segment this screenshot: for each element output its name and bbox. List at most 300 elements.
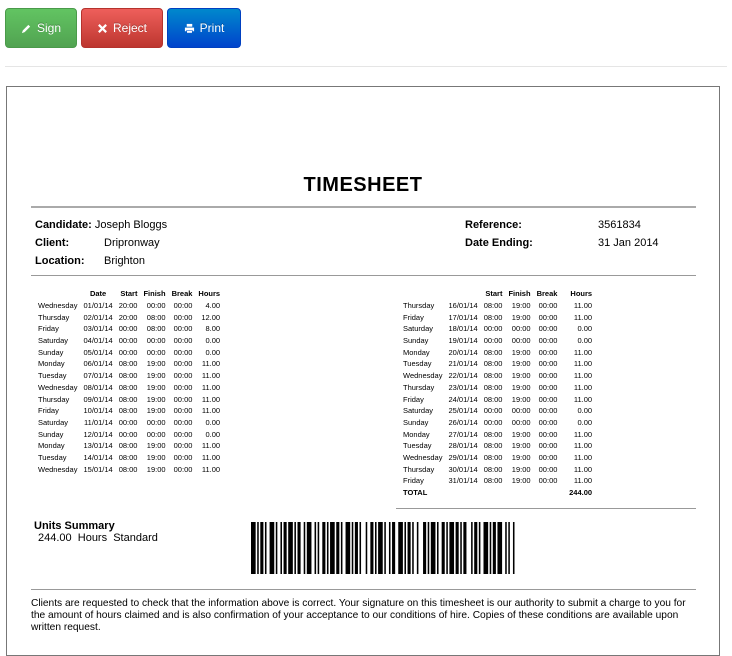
col-finish: Finish <box>508 289 531 299</box>
cell-break: 00:00 <box>538 324 558 334</box>
reference-value: 3561834 <box>598 219 641 231</box>
cell-start: 08:00 <box>483 441 503 451</box>
table-row <box>38 335 223 347</box>
client-label: Client: <box>35 237 70 249</box>
cell-hours: 11.00 <box>573 371 593 381</box>
barcode-bar <box>404 522 406 574</box>
cell-finish: 19:00 <box>511 371 531 381</box>
cell-day: Monday <box>403 347 430 357</box>
cell-start: 08:00 <box>118 464 138 474</box>
reject-button-label: Reject <box>112 21 147 35</box>
cell-finish: 19:00 <box>146 382 166 392</box>
cell-day: Tuesday <box>38 452 67 462</box>
cell-hours: 11.00 <box>201 452 221 462</box>
barcode-bar <box>330 522 335 574</box>
cell-break: 00:00 <box>538 301 558 311</box>
cell-break: 00:00 <box>538 417 558 427</box>
col-break: Break <box>171 289 193 299</box>
cell-hours: 11.00 <box>201 359 221 369</box>
location-label: Location: <box>35 255 85 267</box>
cell-day: Monday <box>38 359 65 369</box>
cell-hours: 4.00 <box>205 301 221 311</box>
cell-start: 08:00 <box>483 429 503 439</box>
units-summary-value: 244.00 Hours Standard <box>38 532 158 544</box>
candidate-field: Candidate: Joseph Bloggs <box>35 219 168 231</box>
cell-date: 15/01/14 <box>83 464 113 474</box>
cell-break: 00:00 <box>173 359 193 369</box>
cell-hours: 11.00 <box>573 301 593 311</box>
cell-break: 00:00 <box>538 382 558 392</box>
col-start: Start <box>120 289 138 299</box>
reference-label: Reference: <box>465 219 522 231</box>
barcode-bar <box>318 522 320 574</box>
barcode-bar <box>355 522 358 574</box>
barcode-bar <box>471 522 473 574</box>
barcode-bar <box>423 522 426 574</box>
cell-hours: 11.00 <box>573 312 593 322</box>
reject-button[interactable] <box>81 8 163 48</box>
table-row <box>38 382 223 394</box>
cell-start: 08:00 <box>483 359 503 369</box>
cell-date: 17/01/14 <box>448 312 478 322</box>
cell-start: 20:00 <box>118 301 138 311</box>
cell-finish: 08:00 <box>146 324 166 334</box>
date-ending-label: Date Ending: <box>465 237 533 249</box>
cell-start: 08:00 <box>483 452 503 462</box>
table-row <box>38 452 223 464</box>
cell-day: Wednesday <box>38 301 78 311</box>
barcode-bar <box>251 522 256 574</box>
col-break: Break <box>536 289 558 299</box>
cell-finish: 08:00 <box>146 312 166 322</box>
cell-break: 00:00 <box>173 441 193 451</box>
col-start: Start <box>485 289 503 299</box>
cell-day: Friday <box>403 394 424 404</box>
cell-start: 08:00 <box>483 301 503 311</box>
barcode-bar <box>298 522 301 574</box>
barcode-bar <box>304 522 306 574</box>
cell-break: 00:00 <box>173 452 193 462</box>
sign-button[interactable] <box>5 8 77 48</box>
details-divider <box>31 275 696 276</box>
table-row <box>403 452 595 464</box>
cell-date: 10/01/14 <box>83 406 113 416</box>
cell-hours: 0.00 <box>577 324 593 334</box>
cell-date: 13/01/14 <box>83 441 113 451</box>
cell-date: 20/01/14 <box>448 347 478 357</box>
cell-finish: 19:00 <box>146 441 166 451</box>
cell-day: Thursday <box>403 464 435 474</box>
cell-finish: 00:00 <box>146 417 166 427</box>
cell-finish: 19:00 <box>146 464 166 474</box>
cell-day: Tuesday <box>403 359 432 369</box>
cell-day: Tuesday <box>403 441 432 451</box>
table-row <box>403 311 595 323</box>
cell-break: 00:00 <box>173 417 193 427</box>
cell-day: Thursday <box>38 312 70 322</box>
table-row <box>403 358 595 370</box>
cell-start: 00:00 <box>118 429 138 439</box>
table-row <box>403 440 595 452</box>
barcode-bar <box>428 522 430 574</box>
cell-day: Saturday <box>403 406 434 416</box>
units-summary <box>34 520 158 544</box>
table-row <box>38 417 223 429</box>
table-row <box>403 323 595 335</box>
cell-hours: 11.00 <box>573 452 593 462</box>
cell-hours: 0.00 <box>205 336 221 346</box>
cell-date: 19/01/14 <box>448 336 478 346</box>
cell-finish: 00:00 <box>146 429 166 439</box>
barcode-bar <box>442 522 445 574</box>
cell-start: 00:00 <box>483 336 503 346</box>
barcode-bar <box>307 522 312 574</box>
cell-day: Tuesday <box>38 371 67 381</box>
client-value: Dripronway <box>104 237 160 249</box>
header-divider <box>31 206 696 208</box>
cell-break: 00:00 <box>173 336 193 346</box>
barcode-bar <box>449 522 454 574</box>
cell-break: 00:00 <box>173 371 193 381</box>
cell-date: 07/01/14 <box>83 371 113 381</box>
cell-break: 00:00 <box>538 336 558 346</box>
table-row <box>403 370 595 382</box>
barcode-bar <box>276 522 278 574</box>
cell-finish: 19:00 <box>511 476 531 486</box>
close-icon <box>97 23 108 34</box>
cell-date: 27/01/14 <box>448 429 478 439</box>
barcode <box>251 522 677 574</box>
cell-finish: 00:00 <box>511 324 531 334</box>
cell-start: 20:00 <box>118 312 138 322</box>
cell-date: 21/01/14 <box>448 359 478 369</box>
barcode-bar <box>336 522 339 574</box>
date-ending-value: 31 Jan 2014 <box>598 237 659 249</box>
cell-finish: 19:00 <box>511 359 531 369</box>
cell-finish: 19:00 <box>511 441 531 451</box>
cell-start: 08:00 <box>118 441 138 451</box>
cell-break: 00:00 <box>173 324 193 334</box>
cell-date: 08/01/14 <box>83 382 113 392</box>
barcode-bar <box>260 522 263 574</box>
table-row <box>403 463 595 475</box>
cell-hours: 11.00 <box>573 429 593 439</box>
cell-date: 26/01/14 <box>448 417 478 427</box>
barcode-bar <box>505 522 507 574</box>
cell-date: 23/01/14 <box>448 382 478 392</box>
barcode-bar <box>408 522 411 574</box>
cell-break: 00:00 <box>538 347 558 357</box>
cell-break: 00:00 <box>538 441 558 451</box>
cell-finish: 19:00 <box>511 429 531 439</box>
cell-hours: 11.00 <box>573 347 593 357</box>
cell-finish: 00:00 <box>146 336 166 346</box>
cell-break: 00:00 <box>538 371 558 381</box>
location-value: Brighton <box>104 255 145 267</box>
total-label: TOTAL <box>403 488 428 498</box>
cell-break: 00:00 <box>173 406 193 416</box>
barcode-bar <box>360 522 362 574</box>
barcode-bar <box>270 522 275 574</box>
cell-finish: 00:00 <box>511 417 531 427</box>
hours-table-right <box>403 288 595 498</box>
cell-date: 22/01/14 <box>448 371 478 381</box>
cell-date: 18/01/14 <box>448 324 478 334</box>
cell-break: 00:00 <box>173 394 193 404</box>
cell-day: Friday <box>403 312 424 322</box>
barcode-bar <box>265 522 267 574</box>
cell-break: 00:00 <box>538 452 558 462</box>
cell-day: Saturday <box>38 417 69 427</box>
cell-break: 00:00 <box>538 394 558 404</box>
barcode-bar <box>412 522 414 574</box>
total-row <box>403 487 595 499</box>
cell-start: 08:00 <box>483 476 503 486</box>
barcode-bar <box>446 522 448 574</box>
print-button[interactable] <box>167 8 241 48</box>
barcode-bar <box>378 522 383 574</box>
cell-date: 25/01/14 <box>448 406 478 416</box>
table-row <box>38 300 223 312</box>
cell-hours: 0.00 <box>205 417 221 427</box>
barcode-bar <box>490 522 492 574</box>
cell-start: 08:00 <box>483 371 503 381</box>
cell-start: 08:00 <box>483 312 503 322</box>
cell-day: Sunday <box>403 336 429 346</box>
cell-start: 08:00 <box>118 452 138 462</box>
cell-finish: 19:00 <box>511 347 531 357</box>
cell-date: 28/01/14 <box>448 441 478 451</box>
cell-hours: 11.00 <box>573 441 593 451</box>
printer-icon <box>184 23 195 34</box>
cell-break: 00:00 <box>173 301 193 311</box>
cell-day: Wednesday <box>38 382 78 392</box>
table-row <box>403 300 595 312</box>
table-row <box>38 323 223 335</box>
cell-day: Thursday <box>403 301 435 311</box>
cell-start: 00:00 <box>118 347 138 357</box>
table-row <box>38 440 223 452</box>
cell-start: 00:00 <box>118 417 138 427</box>
cell-day: Thursday <box>38 394 70 404</box>
cell-day: Saturday <box>38 336 69 346</box>
cell-date: 03/01/14 <box>83 324 113 334</box>
cell-day: Saturday <box>403 324 434 334</box>
cell-break: 00:00 <box>173 347 193 357</box>
cell-start: 08:00 <box>118 382 138 392</box>
table-row <box>38 405 223 417</box>
print-button-label: Print <box>199 21 225 35</box>
barcode-bar <box>493 522 496 574</box>
cell-break: 00:00 <box>173 429 193 439</box>
barcode-bar <box>366 522 368 574</box>
barcode-bar <box>315 522 317 574</box>
cell-start: 08:00 <box>483 394 503 404</box>
cell-finish: 19:00 <box>146 452 166 462</box>
table-row <box>403 417 595 429</box>
cell-hours: 11.00 <box>201 371 221 381</box>
cell-break: 00:00 <box>538 429 558 439</box>
cell-break: 00:00 <box>173 464 193 474</box>
barcode-bar <box>284 522 287 574</box>
cell-finish: 00:00 <box>511 336 531 346</box>
barcode-bar <box>352 522 354 574</box>
cell-date: 31/01/14 <box>448 476 478 486</box>
table-row <box>38 358 223 370</box>
cell-finish: 19:00 <box>511 464 531 474</box>
barcode-bar <box>384 522 386 574</box>
cell-day: Sunday <box>403 417 429 427</box>
table-row <box>403 335 595 347</box>
barcode-bar <box>370 522 373 574</box>
cell-break: 00:00 <box>538 312 558 322</box>
cell-date: 24/01/14 <box>448 394 478 404</box>
cell-day: Wednesday <box>38 464 78 474</box>
cell-finish: 19:00 <box>511 382 531 392</box>
barcode-bar <box>280 522 282 574</box>
barcode-bar <box>375 522 377 574</box>
table-row <box>38 346 223 358</box>
cell-hours: 11.00 <box>573 464 593 474</box>
table-row <box>38 463 223 475</box>
cell-hours: 11.00 <box>201 464 221 474</box>
barcode-bar <box>497 522 502 574</box>
toolbar-divider <box>5 66 727 67</box>
cell-break: 00:00 <box>538 406 558 416</box>
cell-date: 30/01/14 <box>448 464 478 474</box>
barcode-bar <box>463 522 466 574</box>
cell-start: 00:00 <box>483 417 503 427</box>
pencil-icon <box>21 23 32 34</box>
cell-start: 00:00 <box>118 336 138 346</box>
timesheet-document <box>6 86 720 656</box>
cell-date: 29/01/14 <box>448 452 478 462</box>
col-hours: Hours <box>198 289 221 299</box>
total-divider <box>396 508 696 509</box>
cell-hours: 11.00 <box>201 382 221 392</box>
col-date: Date <box>89 289 107 299</box>
cell-day: Sunday <box>38 347 64 357</box>
barcode-bar <box>484 522 489 574</box>
cell-date: 11/01/14 <box>84 417 113 427</box>
cell-start: 08:00 <box>118 406 138 416</box>
col-finish: Finish <box>143 289 166 299</box>
table-row <box>403 475 595 487</box>
cell-date: 14/01/14 <box>83 452 113 462</box>
cell-break: 00:00 <box>173 312 193 322</box>
barcode-bar <box>257 522 259 574</box>
cell-day: Sunday <box>38 429 64 439</box>
col-hours: Hours <box>570 289 593 299</box>
cell-hours: 11.00 <box>201 394 221 404</box>
cell-start: 00:00 <box>483 406 503 416</box>
cell-hours: 11.00 <box>201 406 221 416</box>
cell-date: 01/01/14 <box>83 301 113 311</box>
cell-hours: 0.00 <box>205 429 221 439</box>
barcode-bar <box>474 522 477 574</box>
barcode-bar <box>327 522 329 574</box>
cell-date: 12/01/14 <box>83 429 113 439</box>
barcode-bar <box>431 522 436 574</box>
barcode-bar <box>288 522 293 574</box>
table-row <box>403 346 595 358</box>
cell-finish: 00:00 <box>146 301 166 311</box>
cell-finish: 19:00 <box>146 371 166 381</box>
total-value: 244.00 <box>569 488 593 498</box>
table-row <box>38 311 223 323</box>
cell-start: 08:00 <box>483 464 503 474</box>
candidate-value: Joseph Bloggs <box>94 219 168 231</box>
barcode-bar <box>513 522 515 574</box>
table-row <box>38 370 223 382</box>
cell-break: 00:00 <box>538 464 558 474</box>
cell-day: Monday <box>38 441 65 451</box>
cell-hours: 0.00 <box>577 406 593 416</box>
cell-start: 00:00 <box>483 324 503 334</box>
cell-start: 08:00 <box>483 347 503 357</box>
cell-day: Friday <box>38 406 59 416</box>
cell-start: 08:00 <box>118 371 138 381</box>
cell-hours: 11.00 <box>573 359 593 369</box>
cell-day: Thursday <box>403 382 435 392</box>
cell-hours: 12.00 <box>201 312 221 322</box>
table-row <box>403 393 595 405</box>
barcode-bar <box>389 522 391 574</box>
barcode-bar <box>346 522 351 574</box>
cell-day: Friday <box>38 324 59 334</box>
table-row <box>403 382 595 394</box>
barcode-bar <box>456 522 459 574</box>
cell-date: 06/01/14 <box>83 359 113 369</box>
cell-start: 08:00 <box>483 382 503 392</box>
footer-notice: Clients are requested to check that the information above is correct. Your signature on this timesheet is our authority to submit a charge to you for the amount of hours claimed and is also confirmation of your acceptance to our conditions of hire. Copies of these conditions are available upon written request. <box>31 598 686 633</box>
barcode-bar <box>392 522 395 574</box>
timesheet-title: TIMESHEET <box>303 174 423 196</box>
cell-date: 09/01/14 <box>83 394 113 404</box>
table-row <box>38 428 223 440</box>
barcode-bar <box>479 522 481 574</box>
cell-finish: 19:00 <box>146 394 166 404</box>
cell-finish: 00:00 <box>146 347 166 357</box>
cell-date: 04/01/14 <box>83 336 113 346</box>
cell-date: 02/01/14 <box>83 312 113 322</box>
units-summary-label: Units Summary <box>34 520 115 532</box>
barcode-bar <box>508 522 510 574</box>
cell-break: 00:00 <box>538 476 558 486</box>
footer-divider <box>31 589 696 590</box>
barcode-bar <box>417 522 419 574</box>
cell-start: 08:00 <box>118 359 138 369</box>
table-row <box>403 405 595 417</box>
toolbar <box>5 8 241 48</box>
cell-finish: 19:00 <box>146 406 166 416</box>
cell-hours: 0.00 <box>577 417 593 427</box>
cell-date: 16/01/14 <box>448 301 478 311</box>
cell-finish: 19:00 <box>511 312 531 322</box>
cell-hours: 11.00 <box>573 476 593 486</box>
cell-day: Wednesday <box>403 452 443 462</box>
cell-hours: 11.00 <box>573 382 593 392</box>
cell-day: Friday <box>403 476 424 486</box>
cell-start: 00:00 <box>118 324 138 334</box>
cell-hours: 0.00 <box>577 336 593 346</box>
table-row <box>403 428 595 440</box>
cell-date: 05/01/14 <box>83 347 113 357</box>
cell-hours: 11.00 <box>201 441 221 451</box>
cell-hours: 11.00 <box>573 394 593 404</box>
cell-finish: 19:00 <box>511 452 531 462</box>
cell-finish: 19:00 <box>146 359 166 369</box>
